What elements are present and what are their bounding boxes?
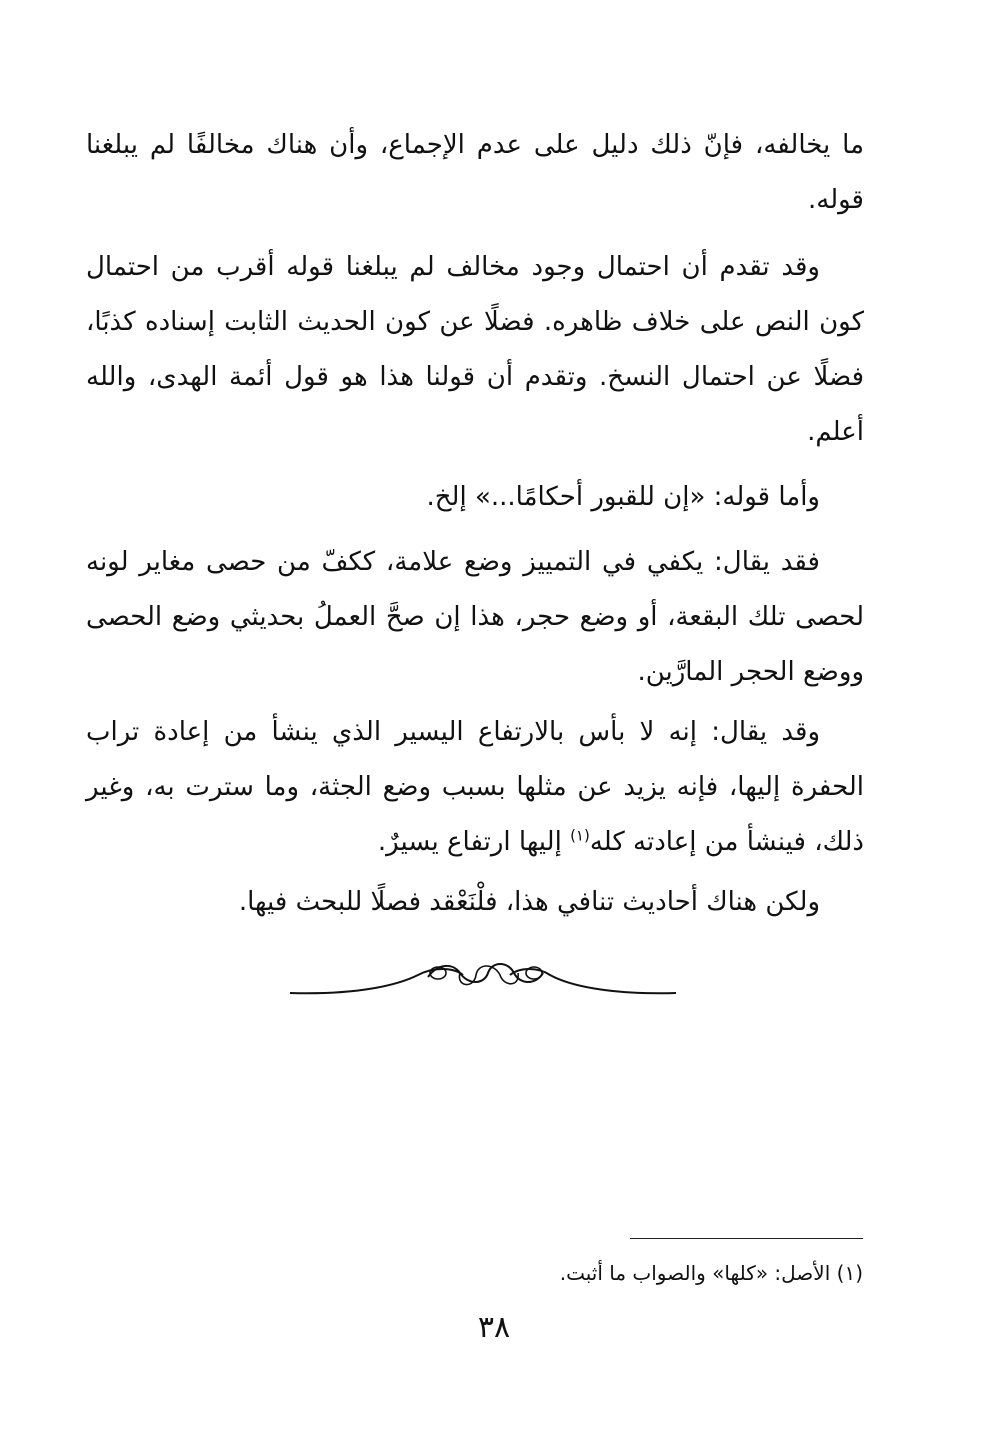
footnote-number: (١) xyxy=(836,1261,863,1285)
paragraph-quote: وأما قوله: «إن للقبور أحكامًا...» إلخ. xyxy=(426,482,820,512)
paragraph-6: ولكن هناك أحاديث تنافي هذا، فلْنَعْقد فصلًا للبحث فيها. xyxy=(238,887,820,917)
paragraph-5-text: وقد يقال: إنه لا بأس بالارتفاع اليسير الذي ينشأ من إعادة تراب الحفرة إليها، فإنه يزيد عن مثلها بسبب وضع الجثة، وما سترت به، وغير ذلك، فينشأ من إعادته كله xyxy=(86,717,864,857)
paragraph-2: وقد تقدم أن احتمال وجود مخالف لم يبلغنا قوله أقرب من احتمال كون النص على خلاف ظاهره. فضلًا عن كون الحديث الثابت إسناده كذبًا، فضلًا عن احتمال النسخ. وتقدم أن قولنا هذا هو قول أئمة الهدى، والله أعلم. xyxy=(86,252,864,447)
page-number: ٣٨ xyxy=(477,1310,511,1345)
paragraph-continuation: ما يخالفه، فإنّ ذلك دليل على عدم الإجماع، وأن هناك مخالفًا لم يبلغنا قوله. xyxy=(86,130,864,215)
footnote xyxy=(300,1258,863,1288)
footnote-reference[interactable]: (١) xyxy=(570,826,590,845)
paragraph-5 xyxy=(86,705,864,870)
paragraph-5-text-end: إليها ارتفاع يسيرٌ. xyxy=(377,827,571,857)
paragraph-4: فقد يقال: يكفي في التمييز وضع علامة، ككفّ من حصى مغاير لونه لحصى تلك البقعة، أو وضع حجر، هذا إن صحَّ العملُ بحديثي وضع الحصى ووضع الحجر المارَّين. xyxy=(86,547,864,687)
ornament-divider xyxy=(288,955,678,1005)
footnote-separator xyxy=(630,1238,863,1239)
footnote-text: الأصل: «كلها» والصواب ما أثبت. xyxy=(559,1261,831,1285)
